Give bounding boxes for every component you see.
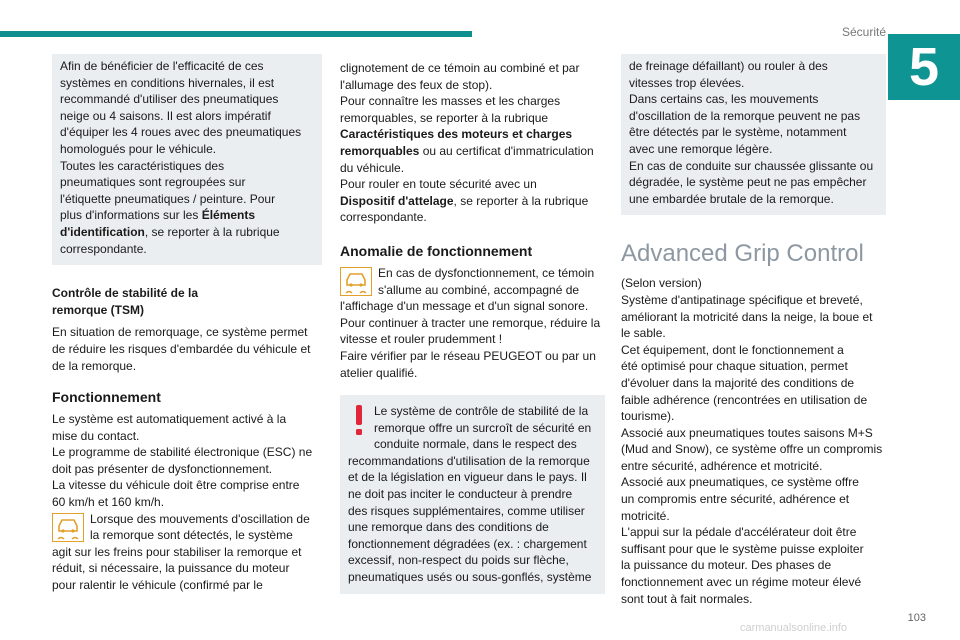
winter-tyres-note: [52, 54, 322, 265]
text-line: homologués pour le véhicule.: [60, 141, 217, 156]
cross-reference[interactable]: Caractéristiques des moteurs et charges: [340, 127, 573, 142]
column-1: [52, 54, 322, 594]
tsm-heading: Contrôle de stabilité de la remorque (TSM): [52, 286, 199, 317]
skid-warning-icon: [52, 513, 84, 542]
fonctionnement-text: Le système est automatiquement activé à la mise du contact. Le programme de stabilité électronique (ESC) ne doit pas présenter de dysfonctionnement. La vitesse du véhicule doit être comprise entre 60 km/h et 160 km/h.: [52, 412, 313, 510]
chapter-number: 5: [888, 34, 960, 100]
text-line: d'identification, se reporter à la rubrique: [60, 224, 280, 239]
text-line: Toutes les caractéristiques des: [60, 158, 225, 173]
cross-reference[interactable]: Éléments: [201, 208, 256, 223]
exclamation-warning-icon: [348, 403, 370, 439]
text-line: plus d'informations sur les Éléments: [60, 208, 256, 223]
cross-reference[interactable]: Dispositif d'attelage: [340, 193, 454, 208]
tsm-continuation: clignotement de ce témoin au combiné et par l'allumage des feux de stop). Pour connaître les masses et les charges remorquables, se reporter à la rubrique Caractéristiques des moteurs et charges remorquables ou au certificat d'immatriculation du véhicule. Pour rouler en toute sécurité avec un Dispositif d'attelage, se reporter à la rubrique correspondante.: [340, 61, 594, 225]
header-accent-bar: [0, 31, 472, 37]
page-number: 103: [907, 612, 926, 624]
section-title: Sécurité: [841, 25, 886, 39]
advanced-grip-heading: Advanced Grip Control: [621, 240, 864, 268]
text-line: neige ou 4 saisons. Il est alors impératif: [60, 108, 271, 123]
skid-warning-icon: [340, 267, 372, 296]
text-line: d'équiper les 4 roues avec des pneumatiques: [60, 125, 302, 140]
cross-reference[interactable]: remorquables: [340, 143, 420, 158]
advanced-grip-text: (Selon version) Système d'antipatinage spécifique et breveté, améliorant la motricité dans la neige, la boue et le sable. Cet équipement, dont le fonctionnement a été optimisé pour chaque situation, permet d'évoluer dans la majorité des conditions de faible adhérence (rencontrées en utilisation de tourisme). Associé aux pneumatiques toutes saisons M+S (Mud and Snow), ce système offre un compromis entre sécurité, adhérence et motricité. Associé aux pneumatiques, ce système offre un compromis entre sécurité, adhérence et motricité. L'appui sur la pédale d'accélérateur doit être suffisant pour que le système puisse exploiter la puissance du moteur. Des phases de fonctionnement avec un régime moteur élevé sont tout à fait normales.: [621, 276, 883, 606]
text-line: Afin de bénéficier de l'efficacité de ces: [60, 59, 264, 73]
column-3: [621, 54, 886, 607]
anomalie-paragraph: En cas de dysfonctionnement, ce témoin s'allume au combiné, accompagné de l'affichage d'un message et d'un signal sonore. Pour continuer à tracter une remorque, réduire la vitesse et rouler prudemment ! Faire vérifier par le réseau PEUGEOT ou par un atelier qualifié.: [340, 265, 601, 380]
text-line: pneumatiques sont regroupées sur: [60, 175, 246, 190]
text-line: correspondante.: [60, 241, 147, 256]
warning-continuation-box: de freinage défaillant) ou rouler à des vitesses trop élevées. Dans certains cas, les mouvements d'oscillation de la remorque peuvent ne pas être détectés par le système, notamment avec une remorque légère. En cas de conduite sur chaussée glissante ou dégradée, le système peut ne pas empêcher une embardée brutale de la remorque.: [621, 54, 886, 215]
tsm-intro: En situation de remorquage, ce système permet de réduire les risques d'embardée du véhicule et de la remorque.: [52, 325, 311, 373]
safety-warning-box: Le système de contrôle de stabilité de la remorque offre un surcroît de sécurité en conduite normale, dans le respect des recommandations d'utilisation de la remorque et de la législation en vigueur dans le pays. Il ne doit pas inciter le conducteur à prendre des risques supplémentaires, comme utiliser une remorque dans des conditions de fonctionnement dégradées (ex. : chargement excessif, non-respect du poids sur flèche, pneumatiques usés ou sous-gonflés, système: [340, 395, 605, 594]
tsm-indicator-paragraph: Lorsque des mouvements d'oscillation de la remorque sont détectés, le système agit sur les freins pour stabiliser la remorque et réduit, si nécessaire, la puissance du moteur pour ralentir le véhicule (confirmé par le: [52, 511, 310, 593]
text-line: l'étiquette pneumatiques / peinture. Pour: [60, 191, 276, 206]
text-line: recommandé d'utiliser des pneumatiques: [60, 92, 279, 107]
column-2: [340, 54, 605, 594]
fonctionnement-heading: Fonctionnement: [52, 389, 161, 406]
cross-reference[interactable]: d'identification: [60, 224, 145, 239]
anomalie-heading: Anomalie de fonctionnement: [340, 242, 533, 259]
text-line: systèmes en conditions hivernales, il est: [60, 75, 275, 90]
watermark: carmanualsonline.info: [740, 622, 848, 634]
